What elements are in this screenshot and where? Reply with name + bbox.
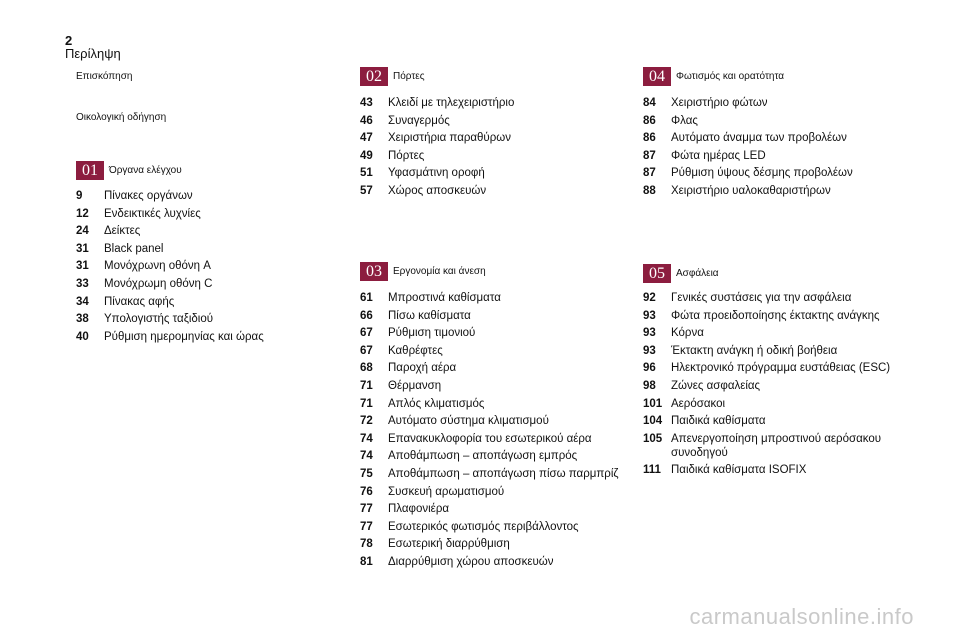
- toc-entry-title: Παιδικά καθίσματα ISOFIX: [671, 464, 807, 477]
- toc-entry-title: Αποθάμπωση – αποπάγωση πίσω παρμπρίζ: [388, 467, 619, 480]
- toc-entry[interactable]: [76, 330, 346, 344]
- toc-entry[interactable]: [360, 467, 630, 481]
- toc-entry[interactable]: [643, 309, 913, 323]
- toc-page-number: 86: [643, 114, 656, 127]
- toc-entry[interactable]: [643, 96, 913, 110]
- watermark: carmanualsonline.info: [689, 604, 914, 629]
- section-01-items: [76, 189, 346, 347]
- toc-entry[interactable]: [360, 166, 630, 180]
- toc-entry[interactable]: [643, 344, 913, 358]
- toc-entry-title: Γενικές συστάσεις για την ασφάλεια: [671, 292, 852, 304]
- toc-entry[interactable]: [360, 291, 630, 305]
- toc-page-number: 88: [643, 184, 656, 197]
- section-05-header[interactable]: [643, 264, 719, 283]
- toc-entry-title: Ηλεκτρονικό πρόγραμμα ευστάθειας (ESC): [671, 362, 891, 375]
- section-number-badge: 04: [643, 67, 671, 86]
- toc-entry-title: Πίνακας αφής: [104, 295, 175, 308]
- toc-page-number: 104: [643, 415, 663, 428]
- toc-page-number: 101: [643, 397, 663, 410]
- toc-page-number: 76: [360, 485, 373, 498]
- toc-page-number: 12: [76, 207, 89, 220]
- toc-entry[interactable]: [643, 397, 913, 411]
- section-02-items: [360, 96, 630, 202]
- toc-page-number: 67: [360, 327, 373, 340]
- toc-entry-title: Αερόσακοι: [671, 397, 726, 410]
- toc-entry-title: Χώρος αποσκευών: [388, 184, 487, 197]
- toc-entry-title: Παροχή αέρα: [388, 362, 457, 375]
- toc-entry-title: Πίνακες οργάνων: [104, 190, 193, 202]
- toc-page-number: 77: [360, 503, 373, 516]
- toc-page-number: 93: [643, 309, 656, 322]
- toc-page-number: 43: [360, 97, 373, 109]
- toc-entry[interactable]: [360, 131, 630, 145]
- toc-entry[interactable]: [76, 312, 346, 326]
- toc-page-number: 84: [643, 97, 656, 109]
- toc-page-number: 31: [76, 242, 89, 255]
- toc-entry-title: Υφασμάτινη οροφή: [388, 167, 485, 180]
- toc-entry[interactable]: [643, 131, 913, 145]
- section-title: Ασφάλεια: [676, 268, 719, 279]
- toc-entry[interactable]: [76, 295, 346, 309]
- toc-entry[interactable]: [360, 397, 630, 411]
- toc-entry[interactable]: [360, 96, 630, 110]
- toc-entry[interactable]: [360, 184, 630, 198]
- toc-page-number: 81: [360, 555, 373, 568]
- toc-entry-title: Εσωτερικός φωτισμός περιβάλλοντος: [388, 520, 579, 533]
- toc-page-number: 72: [360, 415, 373, 428]
- section-title: Όργανα ελέγχου: [109, 165, 182, 176]
- section-title: Φωτισμός και ορατότητα: [676, 71, 785, 82]
- toc-entry-title: Καθρέφτες: [388, 344, 443, 357]
- toc-entry-title: Κόρνα: [671, 327, 704, 340]
- toc-entry[interactable]: [643, 291, 913, 305]
- toc-page-number: 47: [360, 132, 373, 145]
- toc-entry[interactable]: [643, 149, 913, 163]
- toc-page-number: 71: [360, 379, 373, 392]
- toc-entry-title: Δείκτες: [104, 225, 141, 238]
- toc-page-number: 93: [643, 344, 656, 357]
- toc-page-number: 98: [643, 379, 656, 392]
- toc-entry[interactable]: [360, 361, 630, 375]
- toc-entry-title: Έκτακτη ανάγκη ή οδική βοήθεια: [671, 344, 838, 357]
- toc-entry-title: Αυτόματο σύστημα κλιματισμού: [388, 415, 549, 428]
- section-number-badge: 01: [76, 161, 104, 180]
- toc-page-number: 31: [76, 260, 89, 273]
- toc-page-number: 86: [643, 132, 656, 145]
- toc-page-number: 96: [643, 362, 656, 375]
- toc-entry-title: Χειριστήριο υαλοκαθαριστήρων: [671, 184, 831, 197]
- toc-entry[interactable]: [76, 224, 346, 238]
- toc-page-number: 75: [360, 467, 373, 480]
- toc-entry-title: Ρύθμιση τιμονιού: [388, 327, 476, 340]
- section-number-badge: 05: [643, 264, 671, 283]
- toc-entry[interactable]: [643, 379, 913, 393]
- toc-entry-title: Διαρρύθμιση χώρου αποσκευών: [388, 555, 554, 568]
- section-03-items: [360, 291, 630, 573]
- toc-entry[interactable]: [643, 432, 913, 460]
- section-04-header[interactable]: [643, 67, 784, 86]
- toc-entry[interactable]: [360, 485, 630, 499]
- toc-entry-title: Πλαφονιέρα: [388, 503, 450, 516]
- toc-entry[interactable]: [76, 277, 346, 291]
- toc-page-number: 87: [643, 149, 656, 162]
- toc-entry[interactable]: [360, 344, 630, 358]
- toc-entry[interactable]: [360, 149, 630, 163]
- toc-entry-title: Μονόχρωνη οθόνη A: [104, 260, 211, 273]
- toc-page-number: 77: [360, 520, 373, 533]
- section-02-header[interactable]: [360, 67, 425, 86]
- toc-entry-title: Φλας: [671, 114, 698, 127]
- section-04-items: [643, 96, 913, 202]
- toc-page-number: 92: [643, 292, 656, 304]
- toc-entry-title: Χειριστήρια παραθύρων: [388, 132, 511, 145]
- toc-entry-title: Επανακυκλοφορία του εσωτερικού αέρα: [388, 432, 592, 445]
- toc-entry-title: Κλειδί με τηλεχειριστήριο: [388, 97, 515, 109]
- section-05-items: [643, 291, 913, 481]
- toc-entry-title: Φώτα ημέρας LED: [671, 149, 766, 162]
- toc-page-number: 111: [643, 464, 661, 477]
- toc-page-number: 66: [360, 309, 373, 322]
- page-number: 2: [65, 33, 73, 48]
- toc-entry-title: Ρύθμιση ημερομηνίας και ώρας: [104, 330, 264, 343]
- toc-page-number: 71: [360, 397, 373, 410]
- toc-entry[interactable]: [360, 114, 630, 128]
- toc-entry-title: Ενδεικτικές λυχνίες: [104, 207, 201, 220]
- toc-entry-title: Black panel: [104, 242, 164, 255]
- toc-entry[interactable]: [643, 166, 913, 180]
- toc-entry[interactable]: [76, 189, 346, 203]
- section-title: Εργονομία και άνεση: [393, 266, 486, 277]
- toc-entry-title: Συναγερμός: [388, 114, 450, 127]
- toc-entry[interactable]: [76, 242, 346, 256]
- toc-entry[interactable]: [643, 114, 913, 128]
- toc-page-number: 57: [360, 184, 373, 197]
- toc-entry[interactable]: [360, 502, 630, 516]
- toc-entry[interactable]: [360, 432, 630, 446]
- section-number-badge: 02: [360, 67, 388, 86]
- toc-page-number: 74: [360, 432, 373, 445]
- toc-entry-title: Συσκευή αρωματισμού: [388, 485, 505, 498]
- toc-page-number: 105: [643, 432, 663, 445]
- toc-entry[interactable]: [643, 184, 913, 198]
- toc-page-number: 68: [360, 362, 373, 375]
- section-03-header[interactable]: [360, 262, 486, 281]
- toc-entry[interactable]: [643, 361, 913, 375]
- toc-page-number: 40: [76, 330, 89, 343]
- toc-entry[interactable]: [360, 309, 630, 323]
- toc-entry[interactable]: [360, 537, 630, 551]
- toc-entry-title: Αποθάμπωση – αποπάγωση εμπρός: [388, 450, 578, 463]
- toc-page-number: 38: [76, 313, 89, 326]
- section-01-header[interactable]: [76, 161, 182, 180]
- toc-entry-title: Υπολογιστής ταξιδιού: [104, 313, 214, 326]
- toc-entry-title: Παιδικά καθίσματα: [671, 415, 766, 428]
- toc-page-number: 9: [76, 190, 83, 202]
- toc-page-number: 78: [360, 538, 373, 551]
- toc-entry[interactable]: [360, 520, 630, 534]
- toc-entry-title: Φώτα προειδοποίησης έκτακτης ανάγκης: [671, 309, 880, 322]
- toc-page-number: 51: [360, 167, 373, 180]
- toc-entry-title: Αυτόματο άναμμα των προβολέων: [671, 132, 847, 145]
- toc-entry-title: Ρύθμιση ύψους δέσμης προβολέων: [671, 167, 853, 180]
- toc-entry[interactable]: [360, 414, 630, 428]
- toc-entry[interactable]: [360, 449, 630, 463]
- toc-entry[interactable]: [360, 555, 630, 569]
- toc-page-number: 34: [76, 295, 89, 308]
- toc-entry[interactable]: [643, 414, 913, 428]
- section-number-badge: 03: [360, 262, 388, 281]
- toc-entry-title: Μονόχρωμη οθόνη C: [104, 277, 213, 290]
- toc-entry[interactable]: [360, 379, 630, 393]
- toc-entry-title: Πίσω καθίσματα: [388, 309, 471, 322]
- toc-entry-title: Θέρμανση: [388, 379, 442, 392]
- toc-page-number: 46: [360, 114, 373, 127]
- toc-page-number: 24: [76, 225, 89, 238]
- toc-page-number: 67: [360, 344, 373, 357]
- toc-entry[interactable]: [643, 326, 913, 340]
- toc-entry[interactable]: [76, 259, 346, 273]
- toc-entry-title: Πόρτες: [388, 149, 425, 162]
- toc-entry-title: Απενεργοποίηση μπροστινού αερόσακου συνοδηγού: [671, 432, 882, 459]
- toc-page-number: 33: [76, 277, 89, 290]
- toc-page-number: 93: [643, 327, 656, 340]
- toc-page-number: 74: [360, 450, 373, 463]
- page-title: Περίληψη: [65, 46, 121, 61]
- toc-page-number: 49: [360, 149, 373, 162]
- eco-driving-link[interactable]: Οικολογική οδήγηση: [76, 112, 167, 123]
- toc-page-number: 87: [643, 167, 656, 180]
- toc-entry-title: Μπροστινά καθίσματα: [388, 292, 501, 304]
- toc-page-number: 61: [360, 292, 373, 304]
- toc-entry-title: Απλός κλιματισμός: [388, 397, 485, 410]
- toc-entry-title: Ζώνες ασφαλείας: [671, 379, 761, 392]
- toc-entry[interactable]: [643, 463, 913, 477]
- toc-entry[interactable]: [360, 326, 630, 340]
- overview-link[interactable]: Επισκόπηση: [76, 71, 133, 82]
- toc-entry[interactable]: [76, 207, 346, 221]
- section-title: Πόρτες: [393, 71, 425, 82]
- toc-entry-title: Εσωτερική διαρρύθμιση: [388, 538, 510, 551]
- toc-entry-title: Χειριστήριο φώτων: [671, 97, 768, 109]
